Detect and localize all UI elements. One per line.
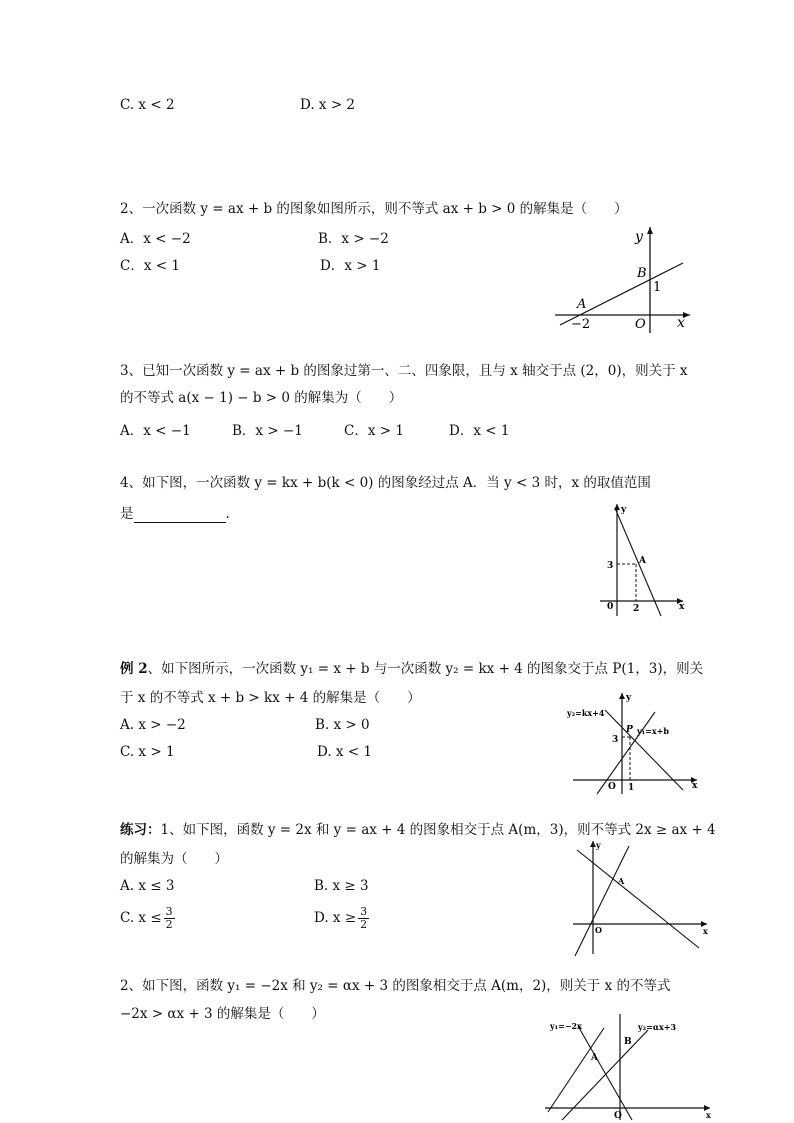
q2-option-c: C．x < 1 <box>120 258 180 274</box>
p2-fig-B: B <box>624 1037 632 1047</box>
q4-stem-2-pre: 是 <box>120 506 134 522</box>
ex2-label: 例 2 <box>120 661 148 677</box>
q4-fig-A: A <box>639 556 646 566</box>
q4-fig-y: y <box>621 505 627 515</box>
p2-fig-y1: y₁=−2x <box>550 1021 582 1031</box>
q4-stem-2-post: . <box>225 506 230 522</box>
q2-fig-y: y <box>635 229 643 245</box>
ex2-fig-x: x <box>692 781 698 791</box>
p1-fig-x: x <box>703 926 708 936</box>
p1-option-b: B. x ≥ 3 <box>314 878 369 894</box>
q3-option-b: B．x > −1 <box>232 423 303 439</box>
p2-stem-2: −2x > αx + 3 的解集是（ ） <box>120 1006 325 1022</box>
ex2-option-c: C. x > 1 <box>120 744 175 760</box>
q2-option-b: B．x > −2 <box>318 231 389 247</box>
q4-fig-O: 0 <box>607 602 614 612</box>
p1-option-a: A. x ≤ 3 <box>120 878 175 894</box>
ex2-fig-one: 1 <box>628 783 635 793</box>
p1-option-c <box>120 906 175 931</box>
p1-option-d-pre: D. x ≥ <box>314 910 357 926</box>
q3-option-a: A．x < −1 <box>120 423 191 439</box>
ex2-fig-P: P <box>626 725 633 735</box>
p2-stem-1: 2、如下图，函数 y₁ = −2x 和 y₂ = αx + 3 的图象相交于点 A(m，2)，则关于 x 的不等式 <box>120 978 671 994</box>
fraction-three-halves: $\frac{3}{2}$ <box>165 905 173 931</box>
p1-stem-2: 的解集为（ ） <box>120 851 228 867</box>
p1-option-c-pre: C. x ≤ <box>120 910 162 926</box>
ex2-fig-y1: y₁=x+b <box>637 726 669 736</box>
q2-fig-B: B <box>637 266 647 281</box>
ex2-option-d: D. x < 1 <box>317 744 373 760</box>
ex2-fig-three: 3 <box>612 735 619 745</box>
p1-label: 练习： <box>120 822 161 838</box>
q2-fig-O: O <box>635 317 646 332</box>
p1-fig-y: y <box>596 840 601 850</box>
q3-stem-2: 的不等式 a(x − 1) − b > 0 的解集为（ ） <box>120 390 403 406</box>
q4-fig-two: 2 <box>633 604 640 614</box>
q2-fig-x: x <box>677 315 685 331</box>
q4-fig-x: x <box>679 602 685 612</box>
p1-fig-O: O <box>595 925 602 935</box>
option-d: D. x > 2 <box>300 97 356 113</box>
option-c: C. x < 2 <box>120 97 175 113</box>
p1-fig-A: A <box>618 876 625 886</box>
p2-fig-A: A <box>591 1053 598 1063</box>
q2-figure <box>555 225 695 335</box>
answer-blank[interactable] <box>134 508 226 523</box>
ex2-option-b: B. x > 0 <box>315 717 370 733</box>
q2-fig-neg2: −2 <box>571 317 591 332</box>
ex2-stem-2: 于 x 的不等式 x + b > kx + 4 的解集是（ ） <box>120 690 421 706</box>
q4-fig-three: 3 <box>607 561 614 571</box>
ex2-stem-1 <box>120 660 703 678</box>
p2-fig-y2: y₂=αx+3 <box>638 1022 677 1032</box>
ex2-fig-y2: y₂=kx+4 <box>567 708 605 718</box>
q2-option-d: D．x > 1 <box>320 258 381 274</box>
q2-stem: 2、一次函数 y = ax + b 的图象如图所示，则不等式 ax + b > 0 的解集是（ ） <box>120 201 628 217</box>
q3-option-c: C．x > 1 <box>344 423 404 439</box>
q4-stem-1: 4、如下图，一次函数 y = kx + b(k < 0) 的图象经过点 A．当 y < 3 时，x 的取值范围 <box>120 475 651 491</box>
p2-fig-O: O <box>614 1111 622 1121</box>
p1-stem-1-text: 1、如下图，函数 y = 2x 和 y = ax + 4 的图象相交于点 A(m，3)，则不等式 2x ≥ ax + 4 <box>160 822 716 838</box>
p1-figure <box>565 838 710 956</box>
q4-stem-2 <box>120 505 230 523</box>
ex2-stem-1-text: 、如下图所示，一次函数 y₁ = x + b 与一次函数 y₂ = kx + 4 的图象交于点 P(1，3)，则关 <box>147 661 704 677</box>
ex2-fig-y: y <box>626 693 632 703</box>
p1-option-d <box>314 906 369 931</box>
q4-figure <box>595 500 690 620</box>
ex2-option-a: A. x > −2 <box>120 717 186 733</box>
p2-figure <box>540 1012 715 1120</box>
q2-fig-one: 1 <box>653 280 662 295</box>
p1-stem-1 <box>120 821 716 839</box>
ex2-fig-O: O <box>608 782 616 792</box>
q3-stem-1: 3、已知一次函数 y = ax + b 的图象过第一、二、四象限，且与 x 轴交于点 (2，0)，则关于 x <box>120 363 688 379</box>
q3-option-d: D．x < 1 <box>449 423 510 439</box>
fraction-three-halves: $\frac{3}{2}$ <box>360 905 368 931</box>
q2-fig-A: A <box>577 297 587 312</box>
q2-option-a: A．x < −2 <box>120 231 191 247</box>
p2-fig-x: x <box>706 1110 711 1120</box>
ex2-figure <box>565 690 700 798</box>
